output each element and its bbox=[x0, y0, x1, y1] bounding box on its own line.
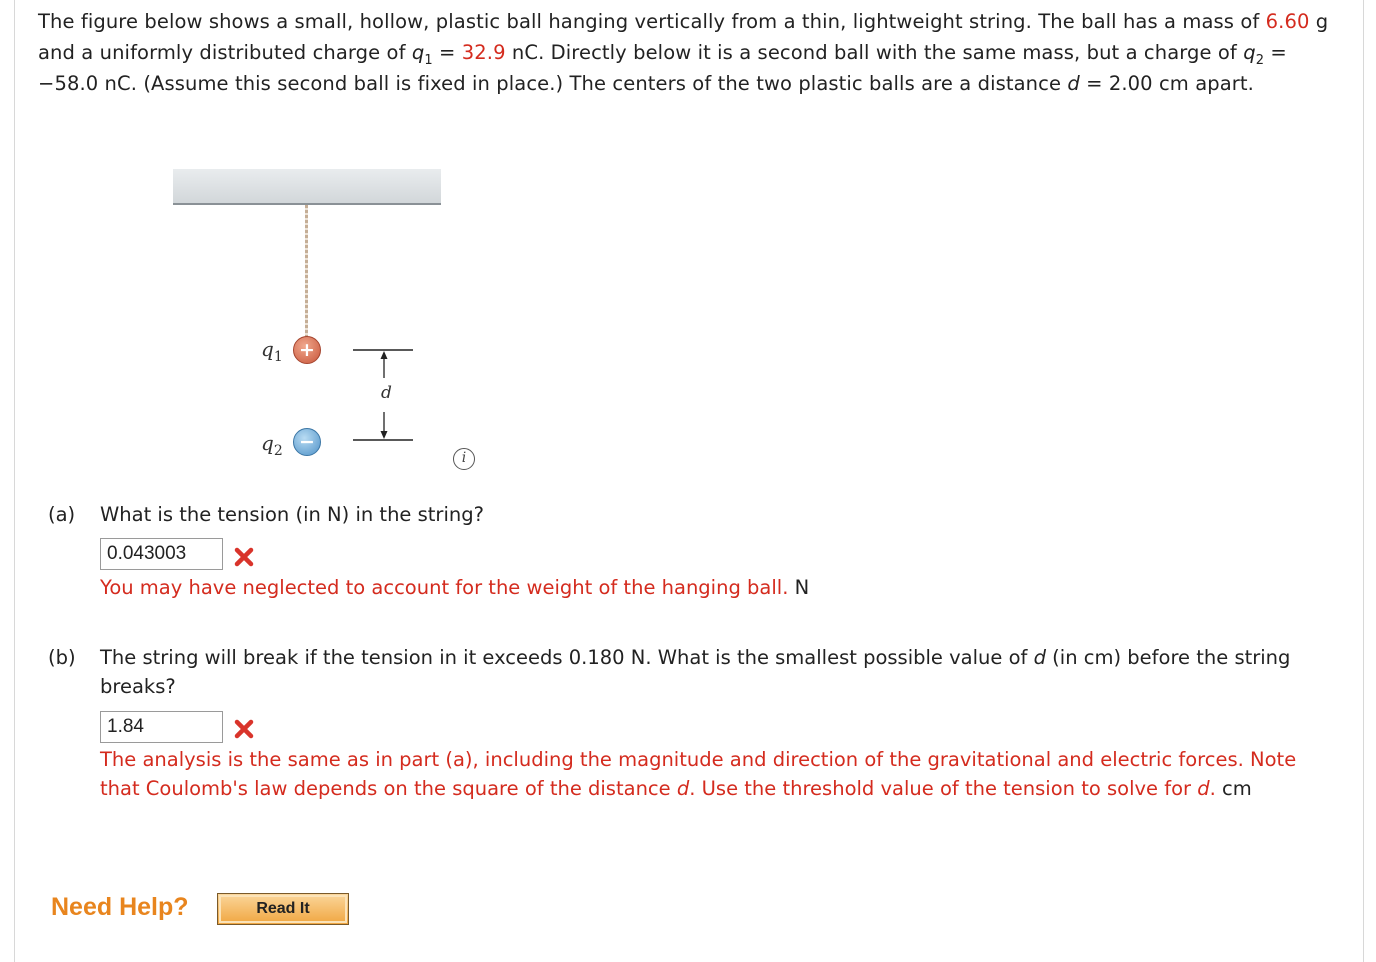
x-icon bbox=[233, 546, 255, 568]
part-a-letter: (a) bbox=[48, 503, 76, 526]
info-icon[interactable]: i bbox=[453, 448, 475, 470]
d-label: d bbox=[381, 383, 392, 403]
q1-subscript: 1 bbox=[424, 52, 433, 68]
problem-text: = −58.0 nC. (Assume this second ball is fixed in place.) The centers of the two plastic balls are a distance bbox=[38, 41, 1287, 95]
problem-text: = 2.00 cm apart. bbox=[1079, 72, 1254, 95]
x-icon bbox=[233, 718, 255, 740]
q2-subscript: 2 bbox=[1255, 52, 1265, 68]
d-symbol: d bbox=[1067, 72, 1080, 95]
q2-label: $q_2$ bbox=[261, 431, 283, 459]
q1-symbol: q bbox=[411, 41, 425, 64]
negative-ball bbox=[293, 428, 321, 456]
string bbox=[305, 205, 308, 350]
problem-text: The figure below shows a small, hollow, plastic ball hanging vertically from a thin, lightweight string. The ball has a mass of bbox=[38, 10, 1260, 33]
part-b-unit: cm bbox=[1222, 777, 1252, 800]
problem-text: = bbox=[432, 41, 462, 64]
part-a-answer-input[interactable] bbox=[100, 538, 223, 570]
part-a-feedback bbox=[100, 573, 1340, 602]
part-b-text: The string will break if the tension in it exceeds 0.180 N. What is the smallest possible value of d (in cm) before the string breaks? bbox=[100, 646, 1291, 698]
q1-value: 32.9 bbox=[461, 41, 506, 64]
need-help-label: Need Help? bbox=[51, 893, 189, 921]
mass-value: 6.60 bbox=[1265, 10, 1310, 33]
positive-ball bbox=[293, 336, 321, 364]
ceiling-support bbox=[173, 169, 441, 205]
part-b-answer-input[interactable] bbox=[100, 711, 223, 743]
plus-icon: + bbox=[299, 339, 315, 361]
problem-text: nC. Directly below it is a second ball with the same mass, but a charge of bbox=[505, 41, 1244, 64]
q2-symbol: q bbox=[1243, 41, 1256, 64]
physics-figure bbox=[165, 165, 495, 485]
part-a-text: What is the tension (in N) in the string? bbox=[100, 503, 484, 526]
problem-text: g and a uniformly distributed charge of bbox=[38, 10, 1329, 64]
read-it-button[interactable]: Read It bbox=[217, 893, 349, 925]
part-a-feedback-text: You may have neglected to account for the weight of the hanging ball. bbox=[100, 576, 789, 599]
problem-statement bbox=[38, 6, 1348, 99]
q1-label: $q_1$ bbox=[261, 337, 283, 365]
part-b-feedback-text: The analysis is the same as in part (a), including the magnitude and direction of the gravitational and electric forces. Note that Coulomb's law depends on the square of the distance d. Use the threshold value of the tension to solve for d. bbox=[100, 748, 1297, 800]
part-b-letter: (b) bbox=[48, 646, 76, 669]
minus-icon: − bbox=[299, 431, 315, 453]
part-b-feedback bbox=[100, 745, 1340, 803]
part-a-unit: N bbox=[794, 576, 810, 599]
